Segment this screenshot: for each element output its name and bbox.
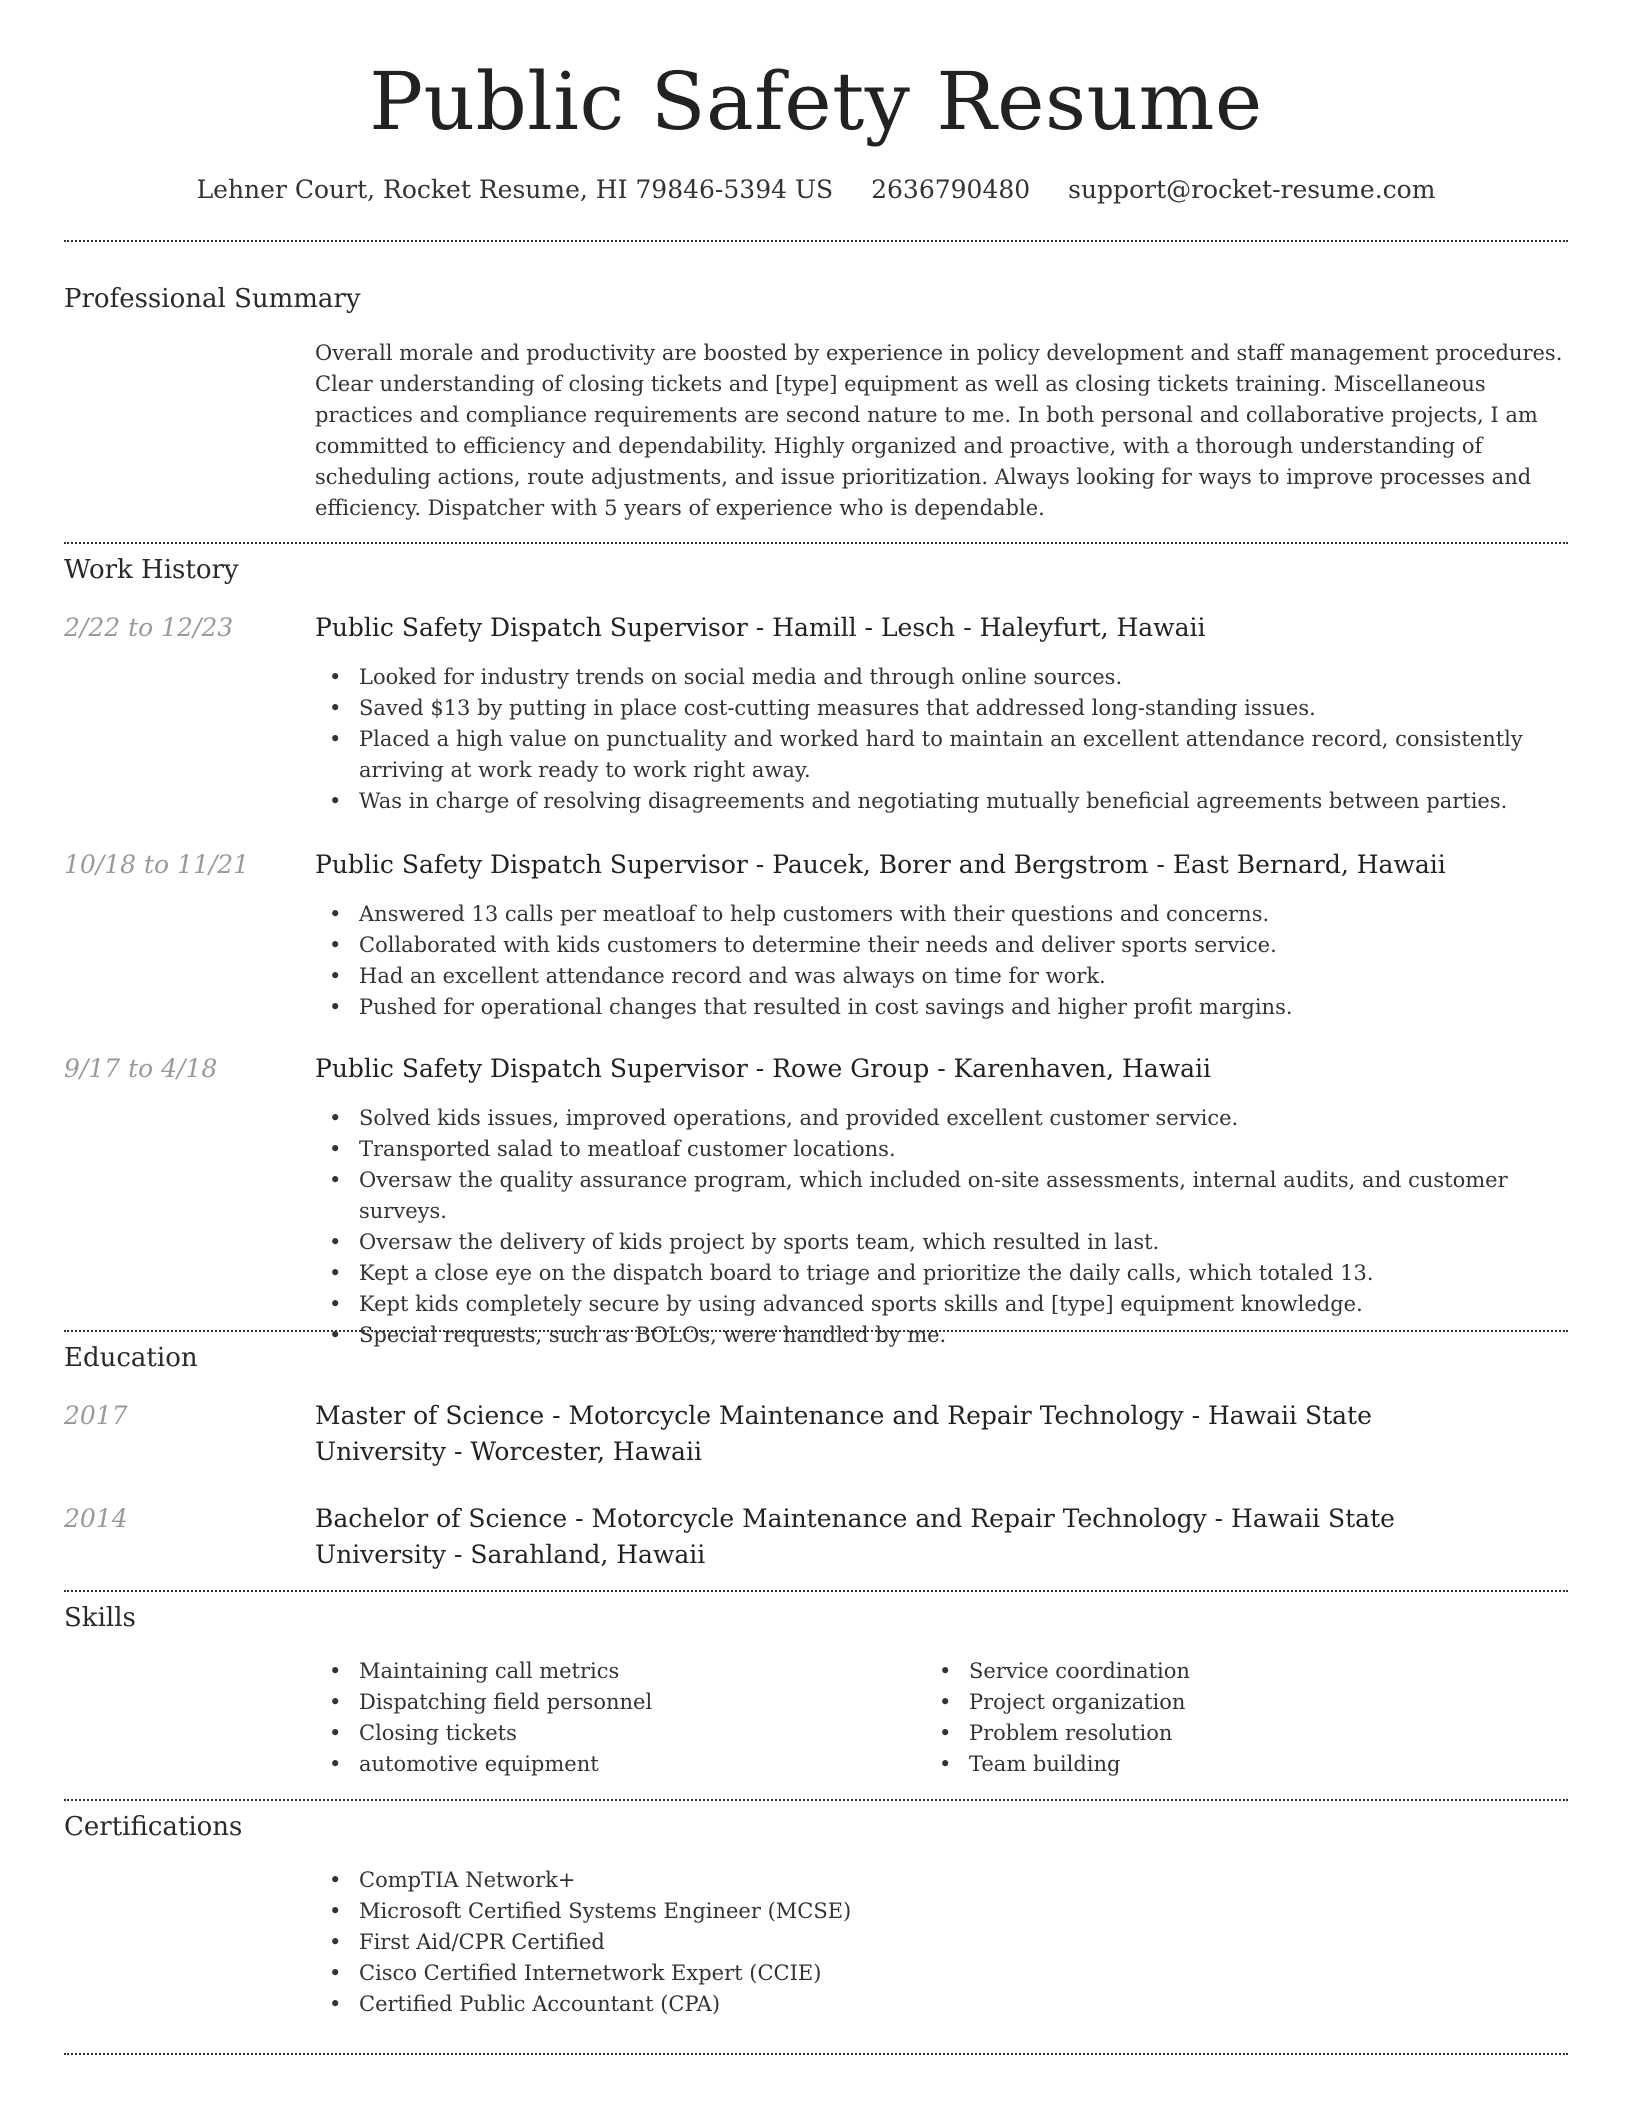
education-degree: Master of Science - Motorcycle Maintenance and Repair Technology - Hawaii State University - Worcester, Hawaii (315, 1401, 1372, 1466)
contact-phone: 2636790480 (871, 175, 1031, 204)
job-duty: • Pushed for operational changes that resulted in cost savings and higher profit margins. (315, 992, 1570, 1023)
job-title: Public Safety Dispatch Supervisor - Paucek, Borer and Bergstrom - East Bernard, Hawaii (315, 850, 1446, 879)
skill-item: • Maintaining call metrics (315, 1656, 915, 1687)
contact-email: support@rocket-resume.com (1068, 175, 1436, 204)
contact-line (0, 170, 1632, 210)
resume-title: Public Safety Resume (369, 55, 1263, 148)
job-duty: • Solved kids issues, improved operations, and provided excellent customer service. (315, 1103, 1570, 1134)
job-duty: • Looked for industry trends on social media and through online sources. (315, 662, 1570, 693)
job-duty: • Transported salad to meatloaf customer locations. (315, 1134, 1570, 1165)
job-duty: • Saved $13 by putting in place cost-cutting measures that addressed long-standing issues. (315, 693, 1570, 724)
skill-item: • Dispatching field personnel (315, 1687, 915, 1718)
certification-item: • Cisco Certified Internetwork Expert (CCIE) (315, 1958, 1570, 1989)
job-duty: • Oversaw the delivery of kids project by sports team, which resulted in last. (315, 1227, 1570, 1258)
job-duty: • Oversaw the quality assurance program, which included on-site assessments, internal audits, and customer surveys. (315, 1165, 1570, 1227)
certification-item: • First Aid/CPR Certified (315, 1927, 1570, 1958)
job-duty: • Special requests, such as BOLOs, were handled by me. (315, 1320, 1570, 1351)
summary-text: Overall morale and productivity are boosted by experience in policy development and staff management procedures. Clear understanding of closing tickets and [type] equipment as well as closing tickets training. Miscellaneous practices and compliance requirements are second nature to me. In both personal and collaborative projects, I am committed to efficiency and dependability. Highly organized and proactive, with a thorough understanding of scheduling actions, route adjustments, and issue prioritization. Always looking for ways to improve processes and efficiency. Dispatcher with 5 years of experience who is dependable. (315, 341, 1563, 520)
job-title: Public Safety Dispatch Supervisor - Rowe Group - Karenhaven, Hawaii (315, 1054, 1211, 1083)
section-divider (64, 240, 1568, 242)
skill-item: • automotive equipment (315, 1749, 915, 1780)
skill-item: • Problem resolution (925, 1718, 1565, 1749)
section-divider (64, 1799, 1568, 1801)
section-divider (64, 1590, 1568, 1592)
job-duty: • Was in charge of resolving disagreements and negotiating mutually beneficial agreements between parties. (315, 786, 1570, 817)
certification-item: • Certified Public Accountant (CPA) (315, 1989, 1570, 2020)
section-divider (64, 1330, 1568, 1332)
certification-item: • CompTIA Network+ (315, 1865, 1570, 1896)
education-heading: Education (64, 1343, 198, 1373)
skill-item: • Service coordination (925, 1656, 1565, 1687)
education-year: 2017 (64, 1401, 128, 1430)
job-duty: • Kept a close eye on the dispatch board to triage and prioritize the daily calls, which totaled 13. (315, 1258, 1570, 1289)
job-duties-list (315, 899, 1570, 1023)
skills-list-right (925, 1656, 1565, 1780)
contact-address: Lehner Court, Rocket Resume, HI 79846-5394 US (196, 175, 834, 204)
education-degree: Bachelor of Science - Motorcycle Maintenance and Repair Technology - Hawaii State University - Sarahland, Hawaii (315, 1504, 1395, 1569)
certifications-list (315, 1865, 1570, 2020)
job-dates: 9/17 to 4/18 (64, 1054, 218, 1083)
skill-item: • Project organization (925, 1687, 1565, 1718)
section-divider (64, 542, 1568, 544)
certification-item: • Microsoft Certified Systems Engineer (MCSE) (315, 1896, 1570, 1927)
skill-item: • Team building (925, 1749, 1565, 1780)
job-dates: 10/18 to 11/21 (64, 850, 250, 879)
job-duty: • Had an excellent attendance record and was always on time for work. (315, 961, 1570, 992)
job-title: Public Safety Dispatch Supervisor - Hamill - Lesch - Haleyfurt, Hawaii (315, 613, 1206, 642)
skills-list-left (315, 1656, 915, 1780)
section-divider (64, 2053, 1568, 2055)
job-duty: • Collaborated with kids customers to determine their needs and deliver sports service. (315, 930, 1570, 961)
skill-item: • Closing tickets (315, 1718, 915, 1749)
skills-heading: Skills (64, 1603, 136, 1633)
summary-heading: Professional Summary (64, 284, 361, 314)
job-duties-list (315, 1103, 1570, 1351)
certifications-heading: Certifications (64, 1812, 243, 1842)
job-duty: • Answered 13 calls per meatloaf to help customers with their questions and concerns. (315, 899, 1570, 930)
education-year: 2014 (64, 1504, 128, 1533)
job-duty: • Placed a high value on punctuality and worked hard to maintain an excellent attendance record, consistently arriving at work ready to work right away. (315, 724, 1570, 786)
job-dates: 2/22 to 12/23 (64, 613, 234, 642)
work-history-heading: Work History (64, 555, 239, 585)
job-duty: • Kept kids completely secure by using advanced sports skills and [type] equipment knowledge. (315, 1289, 1570, 1320)
job-duties-list (315, 662, 1570, 817)
